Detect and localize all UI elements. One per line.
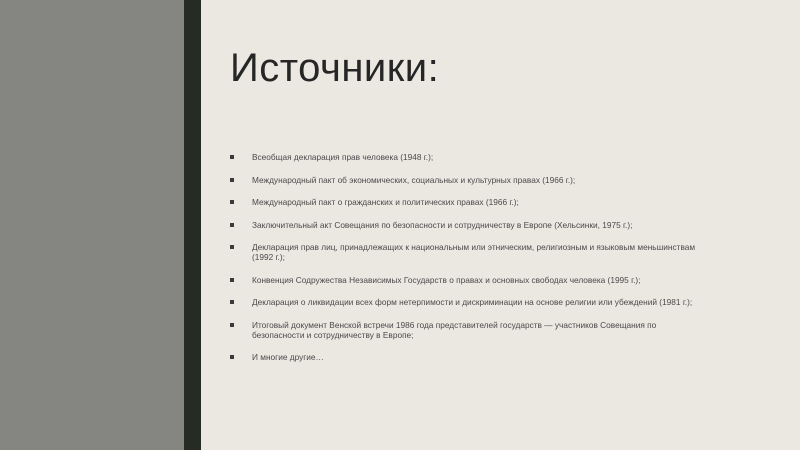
list-item — [230, 152, 710, 162]
list-item — [230, 175, 710, 185]
list-item-text: Декларация прав лиц, принадлежащих к национальным или этническим, религиозным и языковым меньшинствам (1992 г.); — [252, 242, 696, 262]
bullet-icon — [230, 178, 234, 182]
slide-title: Источники: — [230, 46, 440, 90]
list-item-text: Заключительный акт Совещания по безопасности и сотрудничеству в Европе (Хельсинки, 1975 г.); — [252, 219, 633, 230]
bullet-icon — [230, 245, 234, 249]
bullet-icon — [230, 300, 234, 304]
slide-content — [230, 44, 760, 362]
list-item — [230, 242, 710, 262]
list-item — [230, 197, 710, 207]
list-item-text: Итоговый документ Венской встречи 1986 года представителей государств — участников Совещания по безопасности и сотрудничеству в Европе; — [252, 319, 657, 340]
list-item — [230, 352, 710, 362]
list-item — [230, 320, 710, 340]
bullet-icon — [230, 155, 234, 159]
sources-list — [230, 152, 710, 375]
list-item — [230, 297, 710, 307]
list-item — [230, 220, 710, 230]
list-item — [230, 275, 710, 285]
list-item-text: Конвенция Содружества Независимых Государств о правах и основных свободах человека (1995 г.); — [252, 274, 641, 285]
bullet-icon — [230, 278, 234, 282]
bullet-icon — [230, 323, 234, 327]
list-item-text: Декларация о ликвидации всех форм нетерпимости и дискриминации на основе религии или убеждений (1981 г.); — [252, 297, 693, 307]
bullet-icon — [230, 200, 234, 204]
list-item-text: Международный пакт об экономических, социальных и культурных правах (1966 г.); — [252, 174, 576, 185]
bullet-icon — [230, 355, 234, 359]
dark-accent-bar — [184, 0, 201, 450]
list-item-text: Международный пакт о гражданских и политических правах (1966 г.); — [252, 197, 519, 207]
list-item-text: Всеобщая декларация прав человека (1948 г.); — [252, 152, 434, 162]
list-item-text: И многие другие… — [252, 352, 324, 362]
left-decorative-panel — [0, 0, 184, 450]
bullet-icon — [230, 223, 234, 227]
